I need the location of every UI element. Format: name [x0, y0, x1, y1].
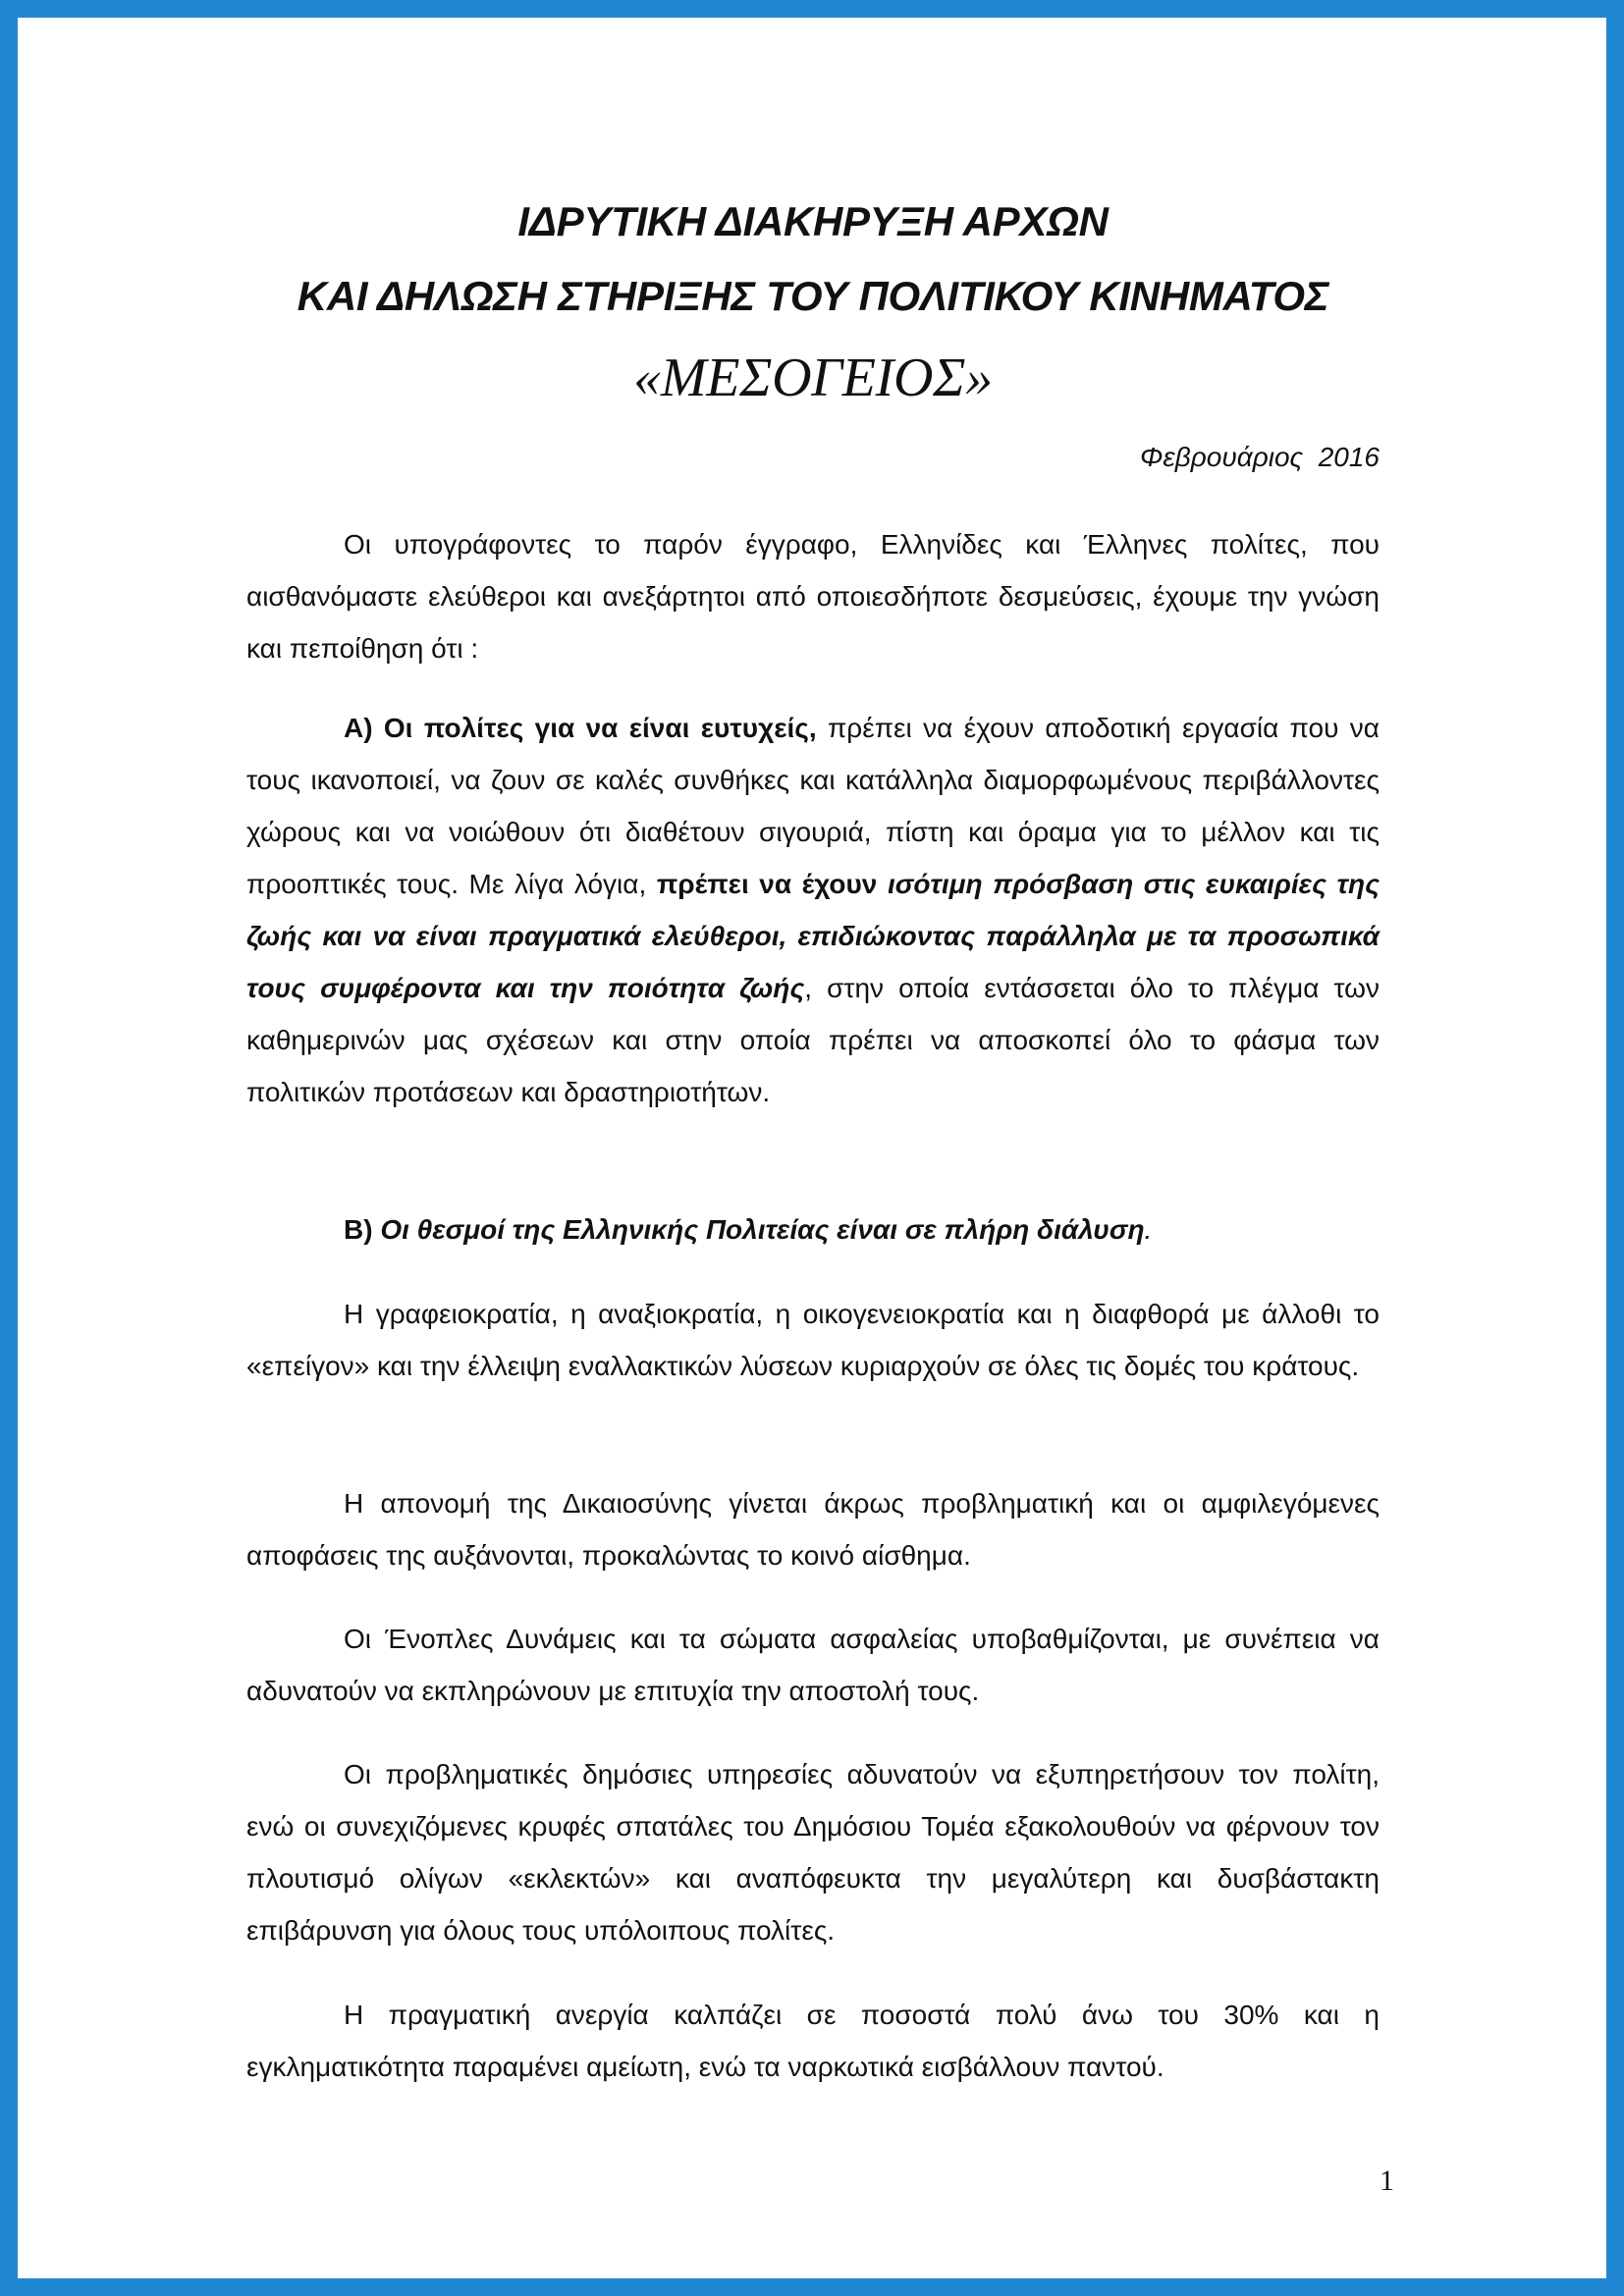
- paragraph-armed-forces: Οι Ένοπλες Δυνάμεις και τα σώματα ασφαλείας υποβαθμίζονται, με συνέπεια να αδυνατούν να εκπληρώνουν με επιτυχία την αποστολή τους.: [246, 1624, 1380, 1706]
- paragraph-justice: Η απονομή της Δικαιοσύνης γίνεται άκρως προβληματική και οι αμφιλεγόμενες αποφάσεις της αυξάνονται, προκαλώντας το κοινό αίσθημα.: [246, 1488, 1380, 1571]
- paragraph-section-a: [246, 702, 1380, 1118]
- paragraph-bureaucracy: Η γραφειοκρατία, η αναξιοκρατία, η οικογενειοκρατία και η διαφθορά με άλλοθι το «επείγον» και την έλλειψη εναλλακτικών λύσεων κυριαρχούν σε όλες τις δομές του κράτους.: [246, 1299, 1380, 1381]
- document-title-movement-name: «ΜΕΣΟΓΕΙΟΣ»: [633, 347, 993, 408]
- document-title-line-2: ΚΑΙ ΔΗΛΩΣΗ ΣΤΗΡΙΞΗΣ ΤΟΥ ΠΟΛΙΤΙΚΟΥ ΚΙΝΗΜΑΤΟΣ: [297, 273, 1329, 319]
- paragraph-public-services: Οι προβληματικές δημόσιες υπηρεσίες αδυνατούν να εξυπηρετήσουν τον πολίτη, ενώ οι συνεχιζόμενες κρυφές σπατάλες του Δημόσιου Τομέα εξακολουθούν να φέρνουν τον πλουτισμό ολίγων «εκλεκτών» και αναπόφευκτα την μεγαλύτερη και δυσβάστακτη επιβάρυνση για όλους τους υπόλοιπους πολίτες.: [246, 1759, 1380, 1946]
- section-a-bold-phrase: πρέπει να έχουν: [656, 869, 888, 899]
- section-a-emphasis: ισότιμη πρόσβαση στις ευκαιρίες της ζωής και να είναι πραγματικά ελεύθεροι, επιδιώκοντας παράλληλα με τα προσωπικά τους συμφέροντα και την ποιότητα ζωής: [246, 869, 1380, 1003]
- paragraph-unemployment: Η πραγματική ανεργία καλπάζει σε ποσοστά πολύ άνω του 30% και η εγκληματικότητα παραμένει αμείωτη, ενώ τα ναρκωτικά εισβάλλουν παντού.: [246, 2000, 1380, 2082]
- paragraph-section-b-heading: [246, 1203, 1380, 1255]
- page-number: 1: [1380, 2164, 1394, 2197]
- section-b-label: Β): [344, 1214, 381, 1245]
- document-title-line-1: ΙΔΡΥΤΙΚΗ ΔΙΑΚΗΡΥΞΗ ΑΡΧΩΝ: [517, 198, 1109, 244]
- section-a-heading: Α) Οι πολίτες για να είναι ευτυχείς,: [344, 713, 817, 743]
- paragraph-intro: Οι υπογράφοντες το παρόν έγγραφο, Ελληνίδες και Έλληνες πολίτες, που αισθανόμαστε ελεύθεροι και ανεξάρτητοι από οποιεσδήποτε δεσμεύσεις, έχουμε την γνώση και πεποίθηση ότι :: [246, 529, 1380, 664]
- section-a-text-1: πρέπει να έχουν αποδοτική εργασία που να τους ικανοποιεί, να ζουν σε καλές συνθήκες και κατάλληλα διαμορφωμένους περιβάλλοντες χώρους και να νοιώθουν ότι διαθέτουν σιγουριά, πίστη και όραμα για το μέλλον και τις προοπτικές τους. Με λίγα λόγια,: [246, 713, 1380, 899]
- document-date: Φεβρουάριος 2016: [1139, 442, 1380, 472]
- section-b-period: .: [1144, 1214, 1153, 1245]
- section-b-heading: Οι θεσμοί της Ελληνικής Πολιτείας είναι σε πλήρη διάλυση: [380, 1214, 1145, 1245]
- section-a-text-2: , στην οποία εντάσσεται όλο το πλέγμα των καθημερινών μας σχέσεων και στην οποία πρέπει να αποσκοπεί όλο το φάσμα των πολιτικών προτάσεων και δραστηριοτήτων.: [246, 973, 1380, 1107]
